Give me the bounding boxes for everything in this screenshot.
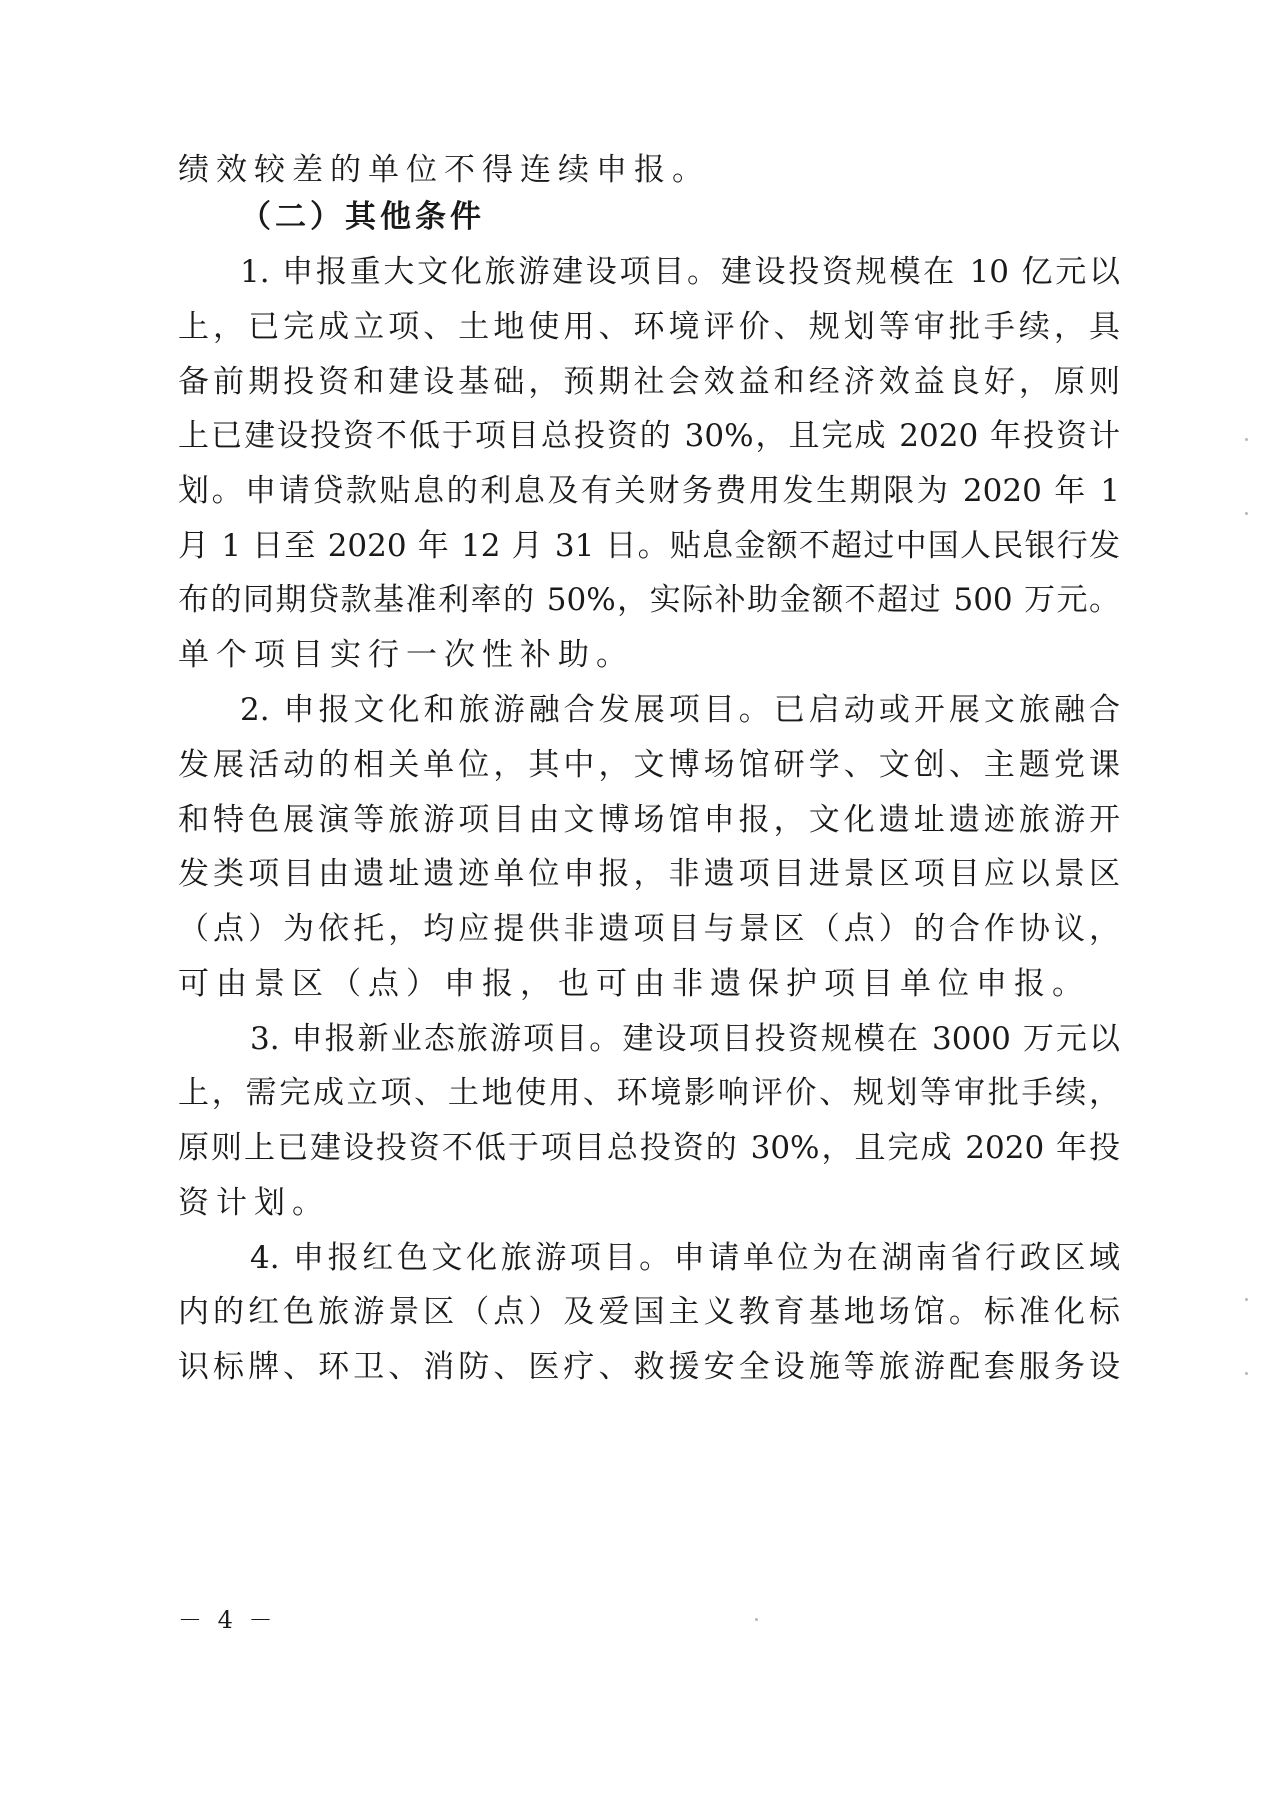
- text-line: 2. 申报文化和旅游融合发展项目。已启动或开展文旅融合: [240, 692, 1120, 728]
- text-line: （点）为依托，均应提供非遗项目与景区（点）的合作协议，: [178, 911, 1120, 947]
- scan-speck: [755, 1618, 758, 1621]
- text-line: 上，已完成立项、土地使用、环境评价、规划等审批手续，具: [178, 309, 1120, 345]
- text-line: 备前期投资和建设基础，预期社会效益和经济效益良好，原则: [178, 364, 1120, 400]
- text-line: 上已建设投资不低于项目总投资的 30%，且完成 2020 年投资计: [178, 418, 1120, 454]
- text-line: 内的红色旅游景区（点）及爱国主义教育基地场馆。标准化标: [178, 1294, 1120, 1330]
- text-line: 发展活动的相关单位，其中，文博场馆研学、文创、主题党课: [178, 747, 1120, 783]
- text-line: 识标牌、环卫、消防、医疗、救援安全设施等旅游配套服务设: [178, 1349, 1120, 1385]
- section-heading: （二）其他条件: [240, 199, 485, 235]
- text-line: 4. 申报红色文化旅游项目。申请单位为在湖南省行政区域: [250, 1240, 1120, 1276]
- scan-speck: [1245, 1298, 1248, 1301]
- text-line: 月 1 日至 2020 年 12 月 31 日。贴息金额不超过中国人民银行发: [178, 528, 1120, 564]
- text-line: 发类项目由遗址遗迹单位申报，非遗项目进景区项目应以景区: [178, 856, 1120, 892]
- scan-speck: [1245, 1372, 1248, 1375]
- text-line: 3. 申报新业态旅游项目。建设项目投资规模在 3000 万元以: [250, 1021, 1120, 1057]
- text-line: 绩效较差的单位不得连续申报。: [178, 152, 710, 188]
- text-line: 资计划。: [178, 1185, 330, 1221]
- text-line: 可由景区（点）申报，也可由非遗保护项目单位申报。: [178, 966, 1090, 1002]
- text-line: 划。申请贷款贴息的利息及有关财务费用发生期限为 2020 年 1: [178, 473, 1120, 509]
- page-number: － 4 －: [178, 1606, 277, 1634]
- scan-speck: [1245, 438, 1248, 441]
- text-line: 单个项目实行一次性补助。: [178, 637, 634, 673]
- text-line: 1. 申报重大文化旅游建设项目。建设投资规模在 10 亿元以: [240, 254, 1120, 290]
- text-line: 和特色展演等旅游项目由文博场馆申报，文化遗址遗迹旅游开: [178, 802, 1120, 838]
- scan-speck: [1245, 512, 1248, 515]
- text-line: 上，需完成立项、土地使用、环境影响评价、规划等审批手续，: [178, 1075, 1120, 1111]
- text-line: 原则上已建设投资不低于项目总投资的 30%，且完成 2020 年投: [178, 1130, 1120, 1166]
- text-line: 布的同期贷款基准利率的 50%，实际补助金额不超过 500 万元。: [178, 582, 1120, 618]
